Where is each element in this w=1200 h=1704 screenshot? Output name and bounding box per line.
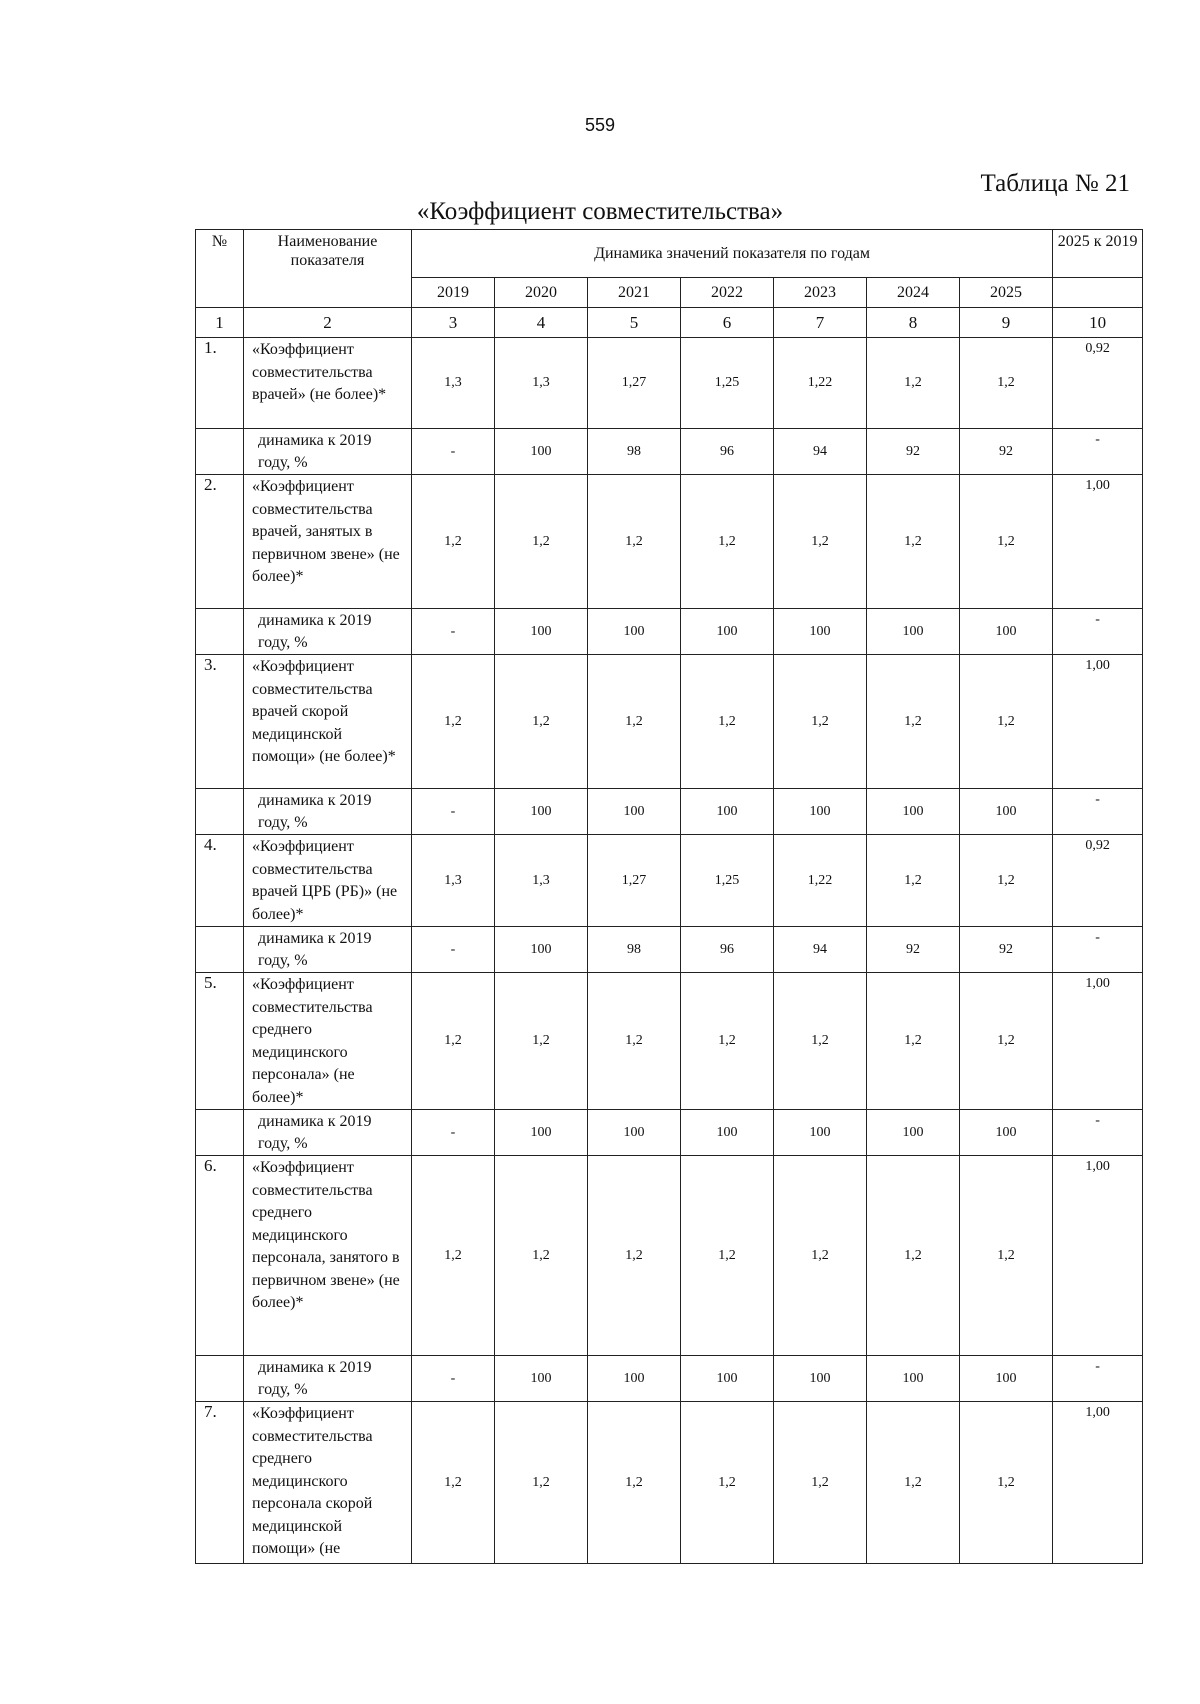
indicator-name: «Коэффициент совместительства врачей ЦРБ (РБ)» (не более)*: [244, 835, 412, 927]
dynamics-value: 100: [960, 1356, 1053, 1402]
indicator-number: 5.: [196, 973, 244, 1110]
year-value: 1,2: [960, 1156, 1053, 1356]
dynamics-row: [196, 789, 1143, 835]
indicator-name: «Коэффициент совместительства среднего медицинского персонала, занятого в первичном звене» (не более)*: [244, 1156, 412, 1356]
year-value: 1,2: [412, 973, 495, 1110]
dynamics-value: 96: [681, 927, 774, 973]
year-value: 1,3: [495, 835, 588, 927]
indicator-number: 3.: [196, 655, 244, 789]
year-value: 1,3: [412, 835, 495, 927]
year-value: 1,2: [960, 973, 1053, 1110]
year-value: 1,2: [681, 1402, 774, 1564]
dynamics-value: 100: [588, 1110, 681, 1156]
year-value: 1,2: [867, 655, 960, 789]
dynamics-label: динамика к 2019 году, %: [244, 789, 412, 835]
dynamics-value: -: [412, 429, 495, 475]
year-value: 1,2: [412, 1156, 495, 1356]
year-value: 1,2: [960, 835, 1053, 927]
indicator-name: «Коэффициент совместительства врачей» (не более)*: [244, 338, 412, 429]
year-value: 1,2: [495, 973, 588, 1110]
dynamics-value: 100: [681, 1110, 774, 1156]
indicator-number: 7.: [196, 1402, 244, 1564]
header-year: 2024: [867, 278, 960, 308]
indicator-name: «Коэффициент совместительства врачей, занятых в первичном звене» (не более)*: [244, 475, 412, 609]
column-number: 2: [244, 308, 412, 338]
ratio-value: 1,00: [1053, 1156, 1143, 1356]
year-value: 1,2: [412, 475, 495, 609]
year-value: 1,2: [681, 973, 774, 1110]
indicator-row: [196, 1402, 1143, 1564]
dynamics-value: 94: [774, 429, 867, 475]
year-value: 1,2: [867, 475, 960, 609]
dynamics-row: [196, 1356, 1143, 1402]
year-value: 1,2: [774, 973, 867, 1110]
table-label: Таблица № 21: [980, 170, 1130, 197]
dynamics-value: 100: [867, 1356, 960, 1402]
dynamics-value: -: [412, 609, 495, 655]
column-number: 8: [867, 308, 960, 338]
year-value: 1,2: [588, 475, 681, 609]
column-number-row: [196, 308, 1143, 338]
year-value: 1,27: [588, 338, 681, 429]
ratio-value: 0,92: [1053, 338, 1143, 429]
dynamics-value: 100: [960, 789, 1053, 835]
dynamics-row: [196, 1110, 1143, 1156]
year-value: 1,2: [867, 973, 960, 1110]
page-number: 559: [584, 115, 616, 135]
year-value: 1,2: [495, 655, 588, 789]
header-year: 2020: [495, 278, 588, 308]
column-number: 9: [960, 308, 1053, 338]
indicator-number: 1.: [196, 338, 244, 429]
year-value: 1,2: [774, 1402, 867, 1564]
column-number: 3: [412, 308, 495, 338]
indicator-name: «Коэффициент совместительства врачей скорой медицинской помощи» (не более)*: [244, 655, 412, 789]
indicator-number: 2.: [196, 475, 244, 609]
column-number: 6: [681, 308, 774, 338]
dynamics-value: 100: [774, 609, 867, 655]
dynamics-value: 100: [588, 609, 681, 655]
dynamics-label: динамика к 2019 году, %: [244, 1110, 412, 1156]
dynamics-value: 100: [867, 609, 960, 655]
dynamics-value: 92: [960, 927, 1053, 973]
year-value: 1,2: [867, 1156, 960, 1356]
indicator-row: [196, 973, 1143, 1110]
header-year: 2022: [681, 278, 774, 308]
dynamics-value: 92: [960, 429, 1053, 475]
dynamics-value: 100: [495, 789, 588, 835]
year-value: 1,2: [867, 338, 960, 429]
column-number: 4: [495, 308, 588, 338]
dynamics-value: 100: [774, 789, 867, 835]
year-value: 1,2: [960, 655, 1053, 789]
year-value: 1,2: [774, 1156, 867, 1356]
indicator-row: [196, 475, 1143, 609]
ratio-value: 1,00: [1053, 1402, 1143, 1564]
year-value: 1,2: [681, 475, 774, 609]
year-value: 1,2: [867, 835, 960, 927]
dynamics-value: 100: [495, 1356, 588, 1402]
dynamics-value: -: [412, 789, 495, 835]
dynamics-ratio: -: [1053, 429, 1143, 475]
dynamics-ratio: -: [1053, 1110, 1143, 1156]
dynamics-value: -: [412, 1356, 495, 1402]
year-value: 1,25: [681, 835, 774, 927]
column-number: 7: [774, 308, 867, 338]
year-value: 1,2: [588, 1156, 681, 1356]
dynamics-num-empty: [196, 1356, 244, 1402]
dynamics-row: [196, 429, 1143, 475]
header-ratio: 2025 к 2019: [1053, 230, 1143, 278]
ratio-value: 0,92: [1053, 835, 1143, 927]
dynamics-num-empty: [196, 429, 244, 475]
indicator-number: 6.: [196, 1156, 244, 1356]
year-value: 1,25: [681, 338, 774, 429]
year-value: 1,2: [960, 338, 1053, 429]
year-value: 1,3: [412, 338, 495, 429]
dynamics-value: 100: [681, 609, 774, 655]
dynamics-value: 100: [495, 1110, 588, 1156]
dynamics-label: динамика к 2019 году, %: [244, 429, 412, 475]
dynamics-value: 100: [867, 789, 960, 835]
year-value: 1,2: [960, 1402, 1053, 1564]
dynamics-value: 92: [867, 927, 960, 973]
year-value: 1,2: [495, 1156, 588, 1356]
indicator-row: [196, 835, 1143, 927]
dynamics-num-empty: [196, 927, 244, 973]
dynamics-value: 94: [774, 927, 867, 973]
ratio-value: 1,00: [1053, 973, 1143, 1110]
ratio-value: 1,00: [1053, 475, 1143, 609]
dynamics-value: 100: [588, 1356, 681, 1402]
year-value: 1,22: [774, 835, 867, 927]
dynamics-label: динамика к 2019 году, %: [244, 609, 412, 655]
dynamics-value: 100: [495, 609, 588, 655]
header-row-top: [196, 230, 1143, 278]
ratio-value: 1,00: [1053, 655, 1143, 789]
year-value: 1,2: [681, 655, 774, 789]
dynamics-num-empty: [196, 1110, 244, 1156]
table-body: [196, 338, 1143, 1564]
column-number: 1: [196, 308, 244, 338]
year-value: 1,2: [774, 475, 867, 609]
dynamics-ratio: -: [1053, 609, 1143, 655]
dynamics-ratio: -: [1053, 789, 1143, 835]
dynamics-value: 100: [681, 1356, 774, 1402]
year-value: 1,2: [495, 1402, 588, 1564]
indicator-row: [196, 338, 1143, 429]
dynamics-num-empty: [196, 789, 244, 835]
indicator-row: [196, 1156, 1143, 1356]
year-value: 1,2: [412, 655, 495, 789]
header-year: 2021: [588, 278, 681, 308]
dynamics-value: 92: [867, 429, 960, 475]
header-year: 2025: [960, 278, 1053, 308]
indicator-table: [195, 229, 1143, 1564]
dynamics-num-empty: [196, 609, 244, 655]
header-year-empty: [1053, 278, 1143, 308]
dynamics-value: 100: [681, 789, 774, 835]
year-value: 1,2: [588, 1402, 681, 1564]
dynamics-value: 100: [495, 429, 588, 475]
dynamics-value: -: [412, 1110, 495, 1156]
year-value: 1,2: [588, 655, 681, 789]
header-num: №: [196, 230, 244, 308]
indicator-name: «Коэффициент совместительства среднего медицинского персонала» (не более)*: [244, 973, 412, 1110]
indicator-name: «Коэффициент совместительства среднего медицинского персонала скорой медицинской помощи» (не: [244, 1402, 412, 1564]
dynamics-value: -: [412, 927, 495, 973]
indicator-row: [196, 655, 1143, 789]
table-title: «Коэффициент совместительства»: [416, 198, 784, 225]
dynamics-value: 100: [960, 1110, 1053, 1156]
year-value: 1,2: [867, 1402, 960, 1564]
dynamics-ratio: -: [1053, 927, 1143, 973]
dynamics-ratio: -: [1053, 1356, 1143, 1402]
dynamics-row: [196, 927, 1143, 973]
dynamics-value: 100: [495, 927, 588, 973]
header-year: 2019: [412, 278, 495, 308]
year-value: 1,27: [588, 835, 681, 927]
indicator-number: 4.: [196, 835, 244, 927]
year-value: 1,2: [412, 1402, 495, 1564]
year-value: 1,3: [495, 338, 588, 429]
dynamics-value: 100: [960, 609, 1053, 655]
column-number: 10: [1053, 308, 1143, 338]
year-value: 1,22: [774, 338, 867, 429]
dynamics-value: 100: [774, 1356, 867, 1402]
dynamics-value: 100: [867, 1110, 960, 1156]
dynamics-label: динамика к 2019 году, %: [244, 927, 412, 973]
year-value: 1,2: [774, 655, 867, 789]
year-value: 1,2: [681, 1156, 774, 1356]
year-value: 1,2: [960, 475, 1053, 609]
header-dynamics: Динамика значений показателя по годам: [412, 230, 1053, 278]
year-value: 1,2: [588, 973, 681, 1110]
dynamics-value: 96: [681, 429, 774, 475]
dynamics-label: динамика к 2019 году, %: [244, 1356, 412, 1402]
dynamics-value: 98: [588, 927, 681, 973]
header-name: Наименование показателя: [244, 230, 412, 308]
year-value: 1,2: [495, 475, 588, 609]
header-year: 2023: [774, 278, 867, 308]
dynamics-row: [196, 609, 1143, 655]
column-number: 5: [588, 308, 681, 338]
dynamics-value: 100: [588, 789, 681, 835]
dynamics-value: 98: [588, 429, 681, 475]
dynamics-value: 100: [774, 1110, 867, 1156]
